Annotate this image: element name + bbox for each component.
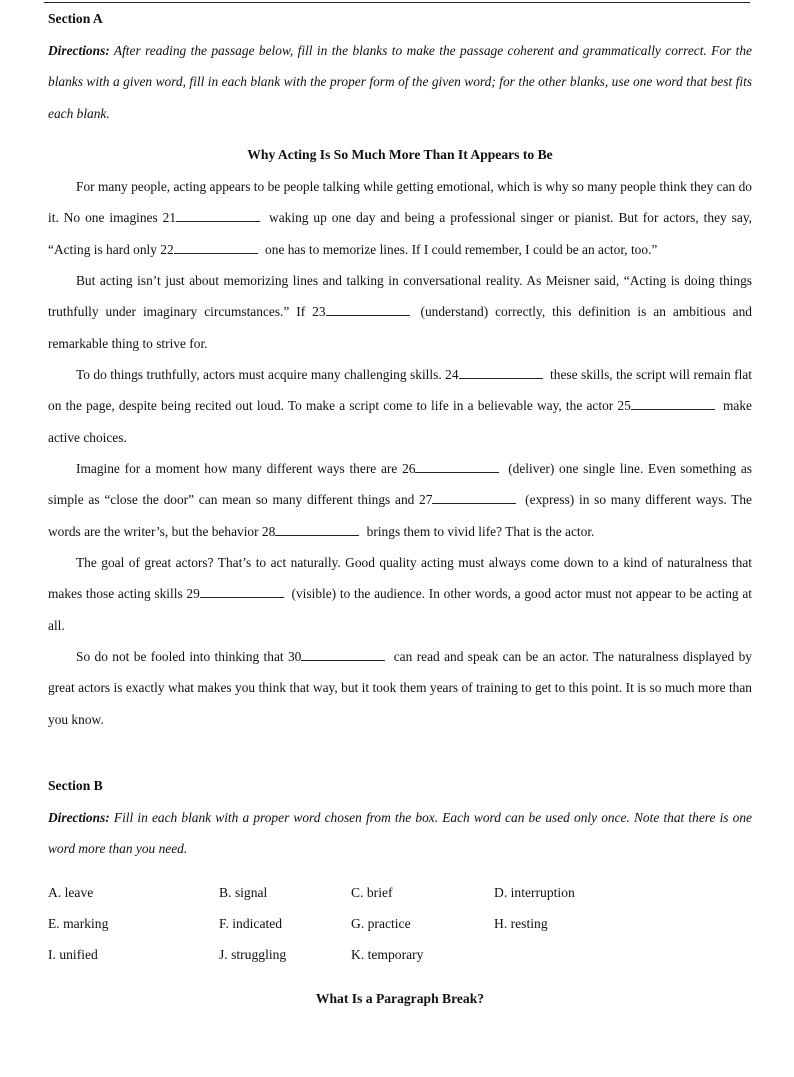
blank-21[interactable]: [176, 210, 260, 222]
passage-title-b: What Is a Paragraph Break?: [315, 991, 485, 1006]
option-b: B. signal: [219, 885, 268, 900]
option-e: E. marking: [48, 916, 109, 931]
paragraph-text: (visible) to the audience. In other words, a good actor must not appear to be acting at all.: [48, 586, 752, 633]
section-a-directions: [48, 35, 752, 129]
paragraph-text: Imagine for a moment how many different ways there are 26: [76, 461, 416, 476]
paragraph-text: these skills, the script will remain flat on the page, despite being recited out loud. To make a script come to life in a believable way, the actor 25: [48, 367, 752, 414]
section-b-heading: Section B: [48, 778, 103, 793]
paragraph-text: waking up one day and being a professional singer or pianist. But for actors, they say, “Acting is hard only 22: [48, 210, 752, 257]
paragraph-4: [48, 453, 752, 547]
option-h: H. resting: [494, 916, 548, 931]
section-b-directions: [48, 802, 752, 865]
directions-text: Fill in each blank with a proper word chosen from the box. Each word can be used only once. Note that there is one word more than you need.: [48, 810, 752, 857]
paragraph-2: [48, 265, 752, 359]
option-j: J. struggling: [219, 947, 287, 962]
blank-30[interactable]: [301, 649, 385, 661]
option-f: F. indicated: [219, 916, 283, 931]
section-a-heading: Section A: [48, 11, 103, 26]
paragraph-text: So do not be fooled into thinking that 30: [76, 649, 302, 664]
blank-26[interactable]: [415, 461, 499, 473]
option-k: K. temporary: [351, 947, 424, 962]
paragraph-text: one has to memorize lines. If I could remember, I could be an actor, too.”: [261, 241, 658, 257]
option-d: D. interruption: [494, 885, 575, 900]
blank-23[interactable]: [326, 304, 410, 316]
paragraph-text: (deliver) one single line. Even something as simple as “close the door” can mean so many different things and 27: [48, 461, 752, 508]
directions-text: After reading the passage below, fill in the blanks to make the passage coherent and grammatically correct. For the blanks with a given word, fill in each blank with the proper form of the given word; for the other blanks, use one word that best fits each blank.: [48, 43, 752, 121]
option-i: I. unified: [48, 947, 98, 962]
blank-22[interactable]: [174, 242, 258, 254]
blank-24[interactable]: [459, 367, 543, 379]
blank-29[interactable]: [200, 586, 284, 598]
paragraph-text: To do things truthfully, actors must acquire many challenging skills. 24: [76, 367, 459, 382]
paragraph-text: can read and speak can be an actor. The naturalness displayed by great actors is exactly what makes you think that way, but it took them years of training to get to this point. It is so much more than you know.: [48, 649, 752, 727]
option-c: C. brief: [351, 885, 393, 900]
paragraph-text: brings them to vivid life? That is the actor.: [363, 523, 595, 539]
directions-lead: Directions:: [48, 43, 110, 58]
paragraph-text: The goal of great actors? That’s to act naturally. Good quality acting must always come down to a kind of naturalness that makes those acting skills 29: [48, 555, 752, 602]
paragraph-text: But acting isn’t just about memorizing lines and talking in conversational reality. As Meisner said, “Acting is doing things truthfully under imaginary circumstances.” If 23: [48, 273, 752, 320]
paragraph-6: [48, 641, 752, 735]
paragraph-text: (understand) correctly, this definition is an ambitious and remarkable thing to strive for.: [48, 304, 752, 351]
blank-28[interactable]: [275, 524, 359, 536]
paragraph-text: (express) in so many different ways. The words are the writer’s, but the behavior 28: [48, 492, 752, 539]
paragraph-1: [48, 171, 752, 265]
blank-27[interactable]: [432, 492, 516, 504]
paragraph-3: [48, 359, 752, 453]
option-g: G. practice: [351, 916, 411, 931]
option-a: A. leave: [48, 885, 94, 900]
top-rule: [44, 2, 750, 3]
passage-title: Why Acting Is So Much More Than It Appears to Be: [247, 147, 553, 162]
paragraph-text: make active choices.: [48, 398, 752, 445]
paragraph-5: [48, 547, 752, 641]
blank-25[interactable]: [631, 398, 715, 410]
directions-lead: Directions:: [48, 810, 110, 825]
paragraph-text: For many people, acting appears to be people talking while getting emotional, which is why so many people think they can do it. No one imagines 21: [48, 179, 752, 226]
